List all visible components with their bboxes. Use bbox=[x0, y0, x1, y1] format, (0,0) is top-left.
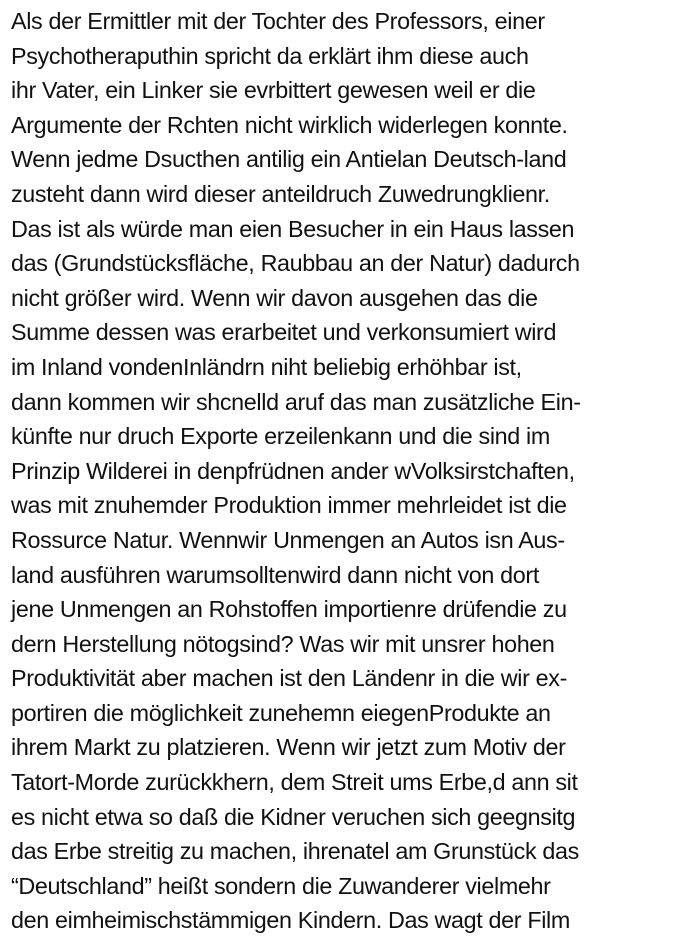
text-line-24: es nicht etwa so daß die Kidner veruchen sich geegnsitg bbox=[11, 803, 576, 830]
text-line-17: land ausführen warumsolltenwird dann nicht von dort bbox=[11, 561, 539, 588]
text-line-9: nicht größer wird. Wenn wir davon ausgehen das die bbox=[11, 284, 538, 311]
text-line-16: Rossurce Natur. Wennwir Unmengen an Autos isn Aus- bbox=[11, 526, 565, 553]
text-line-15: was mit znuhemder Produktion immer mehrleidet ist die bbox=[11, 492, 567, 519]
text-line-10: Summe dessen was erarbeitet und verkonsumiert wird bbox=[11, 319, 557, 346]
text-line-18: jene Unmengen an Rohstoffen importienre drüfendie zu bbox=[11, 596, 567, 623]
text-line-26: “Deutschland” heißt sondern die Zuwanderer vielmehr bbox=[11, 872, 551, 899]
text-line-20: Produktivität aber machen ist den Ländenr in die wir ex- bbox=[11, 665, 568, 692]
text-line-7: Das ist als würde man eien Besucher in ein Haus lassen bbox=[11, 215, 575, 242]
text-line-3: ihr Vater, ein Linker sie evrbittert gewesen weil er die bbox=[11, 77, 536, 104]
text-line-14: Prinzip Wilderei in denpfrüdnen ander wVolksirstchaften, bbox=[11, 457, 575, 484]
text-line-8: das (Grundstücksfläche, Raubbau an der Natur) dadurch bbox=[11, 250, 580, 277]
text-line-27: den eimheimischstämmigen Kindern. Das wagt der Film bbox=[11, 907, 570, 934]
text-line-2: Psychotheraputhin spricht da erklärt ihm diese auch bbox=[11, 42, 529, 69]
text-line-25: das Erbe streitig zu machen, ihrenatel am Grunstück das bbox=[11, 838, 579, 865]
text-line-12: dann kommen wir shcnelld aruf das man zusätzliche Ein- bbox=[11, 388, 581, 415]
text-line-23: Tatort-Morde zurückkhern, dem Streit ums Erbe,d ann sit bbox=[11, 769, 578, 796]
text-line-11: im Inland vondenInländrn niht beliebig erhöhbar ist, bbox=[11, 353, 522, 380]
text-line-19: dern Herstellung nötogsind? Was wir mit unsrer hohen bbox=[11, 630, 555, 657]
text-line-13: künfte nur druch Exporte erzeilenkann und die sind im bbox=[11, 423, 550, 450]
text-line-4: Argumente der Rchten nicht wirklich widerlegen konnte. bbox=[11, 111, 568, 138]
text-line-22: ihrem Markt zu platzieren. Wenn wir jetzt zum Motiv der bbox=[11, 734, 566, 761]
body-text bbox=[11, 4, 681, 938]
text-line-1: Als der Ermittler mit der Tochter des Professors, einer bbox=[11, 8, 545, 34]
text-line-6: zusteht dann wird dieser anteildruch Zuwedrungklienr. bbox=[11, 180, 550, 207]
text-line-21: portiren die möglichkeit zunehemn eiegenProdukte an bbox=[11, 699, 551, 726]
text-line-5: Wenn jedme Dsucthen antilig ein Antielan Deutsch-land bbox=[11, 146, 567, 173]
